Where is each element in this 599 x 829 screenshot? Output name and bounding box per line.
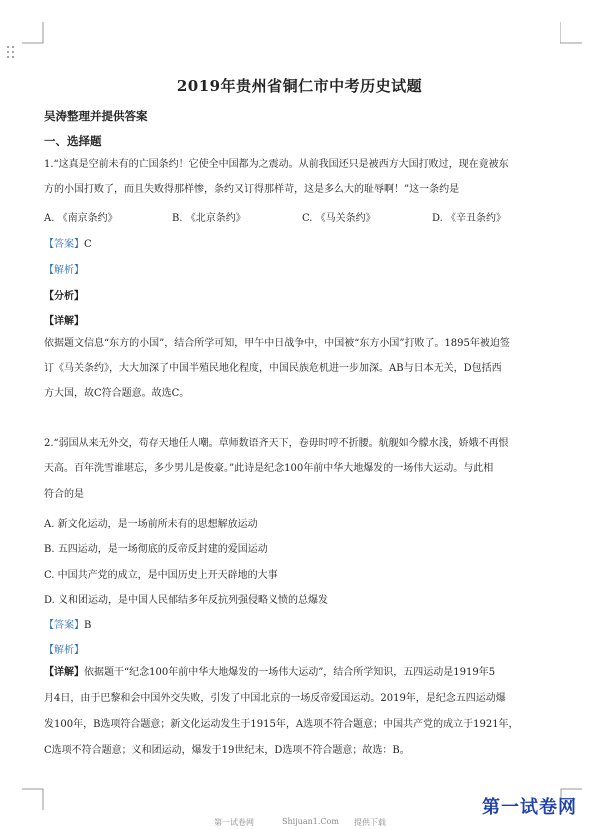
q1-expl-line2: 订《马关条约》，大大加深了中国半殖民地化程度，中国民族危机进一步加深。AB与日本无关，D包括西	[44, 363, 502, 374]
q1-stem-line1: 1.“这真是空前未有的亡国条约！它使全中国都为之震动。从前我国还只是被西方大国打败过，现在竟被东	[44, 159, 509, 170]
q2-expl-line2: 月4日，由于巴黎和会中国外交失败，引发了中国北京的一场反帝爱国运动。2019年，是纪念五四运动爆	[44, 693, 506, 704]
q2-expl-line1-text: 依据题干“纪念100年前中华大地爆发的一场伟大运动”，结合所学知识，五四运动是1919年5	[84, 667, 496, 678]
answer-tag: 【答案】	[44, 239, 84, 250]
answer-value: B	[84, 620, 92, 631]
q1-stem-line2: 方的小国打败了，而且失败得那样惨，条约又订得那样苛，这是多么大的耻辱啊！”这一条约是	[44, 184, 460, 195]
q1-xiangjie-tag: 【详解】	[44, 316, 84, 327]
site-brand-logo: 第一试卷网	[482, 797, 577, 818]
crop-mark-top-left	[22, 22, 44, 44]
q1-option-d: D. 《辛丑条约》	[432, 213, 507, 224]
q2-answer	[44, 616, 91, 631]
q2-stem-line1: 2.“弱国从来无外交，苟存天地任人嘲。草师数语齐天下，卷毋时哼不折腰。航舰如今艨水浅，娇娥不再恨	[44, 438, 509, 449]
q2-option-a: A. 新文化运动，是一场前所未有的思想解放运动	[44, 519, 258, 530]
q1-answer	[44, 235, 92, 250]
q2-jiexi-tag: 【解析】	[44, 645, 84, 656]
q1-option-a: A. 《南京条约》	[44, 213, 118, 224]
page-footer	[0, 817, 599, 829]
q2-option-c: C. 中国共产党的成立，是中国历史上开天辟地的大事	[44, 570, 278, 581]
answer-tag: 【答案】	[44, 620, 84, 631]
q2-option-b: B. 五四运动，是一场彻底的反帝反封建的爱国运动	[44, 544, 268, 555]
footer-left-text: 第一试卷网	[214, 818, 254, 827]
q2-option-d: D. 义和团运动，是中国人民郁结多年反抗列强侵略义愤的总爆发	[44, 595, 329, 606]
footer-site-link[interactable]: Shijuan1.Com	[282, 817, 339, 826]
q2-stem-line3: 符合的是	[44, 489, 84, 500]
q2-expl-line4: C选项不符合题意；义和团运动，爆发于19世纪末，D选项不符合题意；故选：B。	[44, 745, 410, 756]
crop-mark-top-right	[560, 22, 582, 44]
q1-option-c: C. 《马关条约》	[302, 213, 376, 224]
q1-option-b: B. 《北京条约》	[172, 213, 246, 224]
q1-expl-line3: 方大国，故C符合题意。故选C。	[44, 388, 190, 399]
author-line: 吴涛整理并提供答案	[44, 109, 148, 123]
footer-right-text: 提供下载	[354, 818, 386, 827]
answer-value: C	[84, 239, 92, 250]
q2-xiangjie-tag: 【详解】	[44, 667, 84, 678]
q2-expl-line3: 发100年，B选项符合题意；新文化运动发生于1915年，A选项不符合题意；中国共产党的成立于1921年，	[44, 719, 519, 730]
q1-expl-line1: 依据题文信息“东方的小国”，结合所学可知，甲午中日战争中，中国被“东方小国”打败了。1895年被迫签	[44, 338, 510, 349]
q1-jiexi-tag: 【解析】	[44, 265, 84, 276]
document-title: 2019年贵州省铜仁市中考历史试题	[176, 77, 423, 95]
crop-mark-bottom-left	[22, 788, 44, 810]
section-heading: 一、选择题	[44, 134, 102, 148]
q1-fenxi-tag: 【分析】	[44, 291, 84, 302]
q2-expl-line1	[44, 666, 564, 680]
drag-handle-icon[interactable]	[5, 44, 17, 62]
q2-stem-line2: 天高。百年洗雪谁堪忘，多少男儿是俊豪。”此诗是纪念100年前中华大地爆发的一场伟大运动。与此相	[44, 463, 494, 474]
